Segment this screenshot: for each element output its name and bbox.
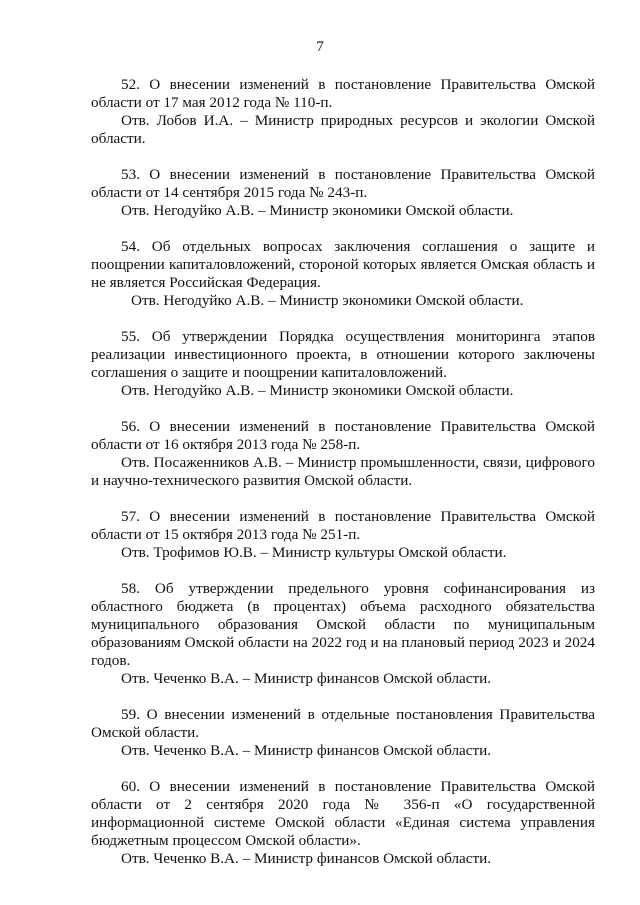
agenda-item-title: 59. О внесении изменений в отдельные постановления Правительства Омской области. (91, 706, 595, 741)
agenda-list (91, 76, 595, 886)
agenda-item-responsible: Отв. Негодуйко А.В. – Министр экономики Омской области. (131, 292, 524, 309)
agenda-item-title: 53. О внесении изменений в постановление Правительства Омской области от 14 сентября 2015 года № 243-п. (91, 166, 595, 201)
agenda-item-55 (91, 328, 595, 400)
agenda-item-responsible: Отв. Чеченко В.А. – Министр финансов Омской области. (121, 742, 492, 759)
agenda-item-58 (91, 580, 595, 688)
agenda-item-title: 60. О внесении изменений в постановление Правительства Омской области от 2 сентября 2020 года № 356-п «О государственной информационной системе Омской области «Единая система управления бюджетным процессом Омской области». (91, 778, 595, 849)
agenda-item-responsible: Отв. Негодуйко А.В. – Министр экономики Омской области. (121, 382, 514, 399)
agenda-item-responsible: Отв. Негодуйко А.В. – Министр экономики Омской области. (121, 202, 514, 219)
agenda-item-title: 57. О внесении изменений в постановление Правительства Омской области от 15 октября 2013 года № 251-п. (91, 508, 595, 543)
agenda-item-56 (91, 418, 595, 490)
agenda-item-responsible: Отв. Трофимов Ю.В. – Министр культуры Омской области. (121, 544, 507, 561)
agenda-item-title: 54. Об отдельных вопросах заключения соглашения о защите и поощрении капиталовложений, стороной которых является Омская область и не является Российская Федерация. (91, 238, 595, 291)
agenda-item-title: 52. О внесении изменений в постановление Правительства Омской области от 17 мая 2012 года № 110-п. (91, 76, 595, 111)
agenda-item-responsible: Отв. Посаженников А.В. – Министр промышленности, связи, цифрового и научно-технического развития Омской области. (91, 454, 595, 489)
agenda-item-title: 56. О внесении изменений в постановление Правительства Омской области от 16 октября 2013 года № 258-п. (91, 418, 595, 453)
agenda-item-title: 58. Об утверждении предельного уровня софинансирования из областного бюджета (в процентах) объема расходного обязательства муниципального образования Омской области по муниципальным образованиям Омской области на 2022 год и на плановый период 2023 и 2024 годов. (91, 580, 595, 669)
agenda-item-57 (91, 508, 595, 562)
agenda-item-60 (91, 778, 595, 868)
agenda-item-59 (91, 706, 595, 760)
agenda-item-54 (91, 238, 595, 310)
agenda-item-responsible: Отв. Чеченко В.А. – Министр финансов Омской области. (121, 670, 492, 687)
agenda-item-title: 55. Об утверждении Порядка осуществления мониторинга этапов реализации инвестиционного проекта, в отношении которого заключены соглашения о защите и поощрении капиталовложений. (91, 328, 595, 381)
agenda-item-responsible: Отв. Лобов И.А. – Министр природных ресурсов и экологии Омской области. (91, 112, 595, 147)
page-number: 7 (316, 38, 324, 55)
agenda-item-53 (91, 166, 595, 220)
agenda-item-responsible: Отв. Чеченко В.А. – Министр финансов Омской области. (121, 850, 492, 867)
agenda-item-52 (91, 76, 595, 148)
